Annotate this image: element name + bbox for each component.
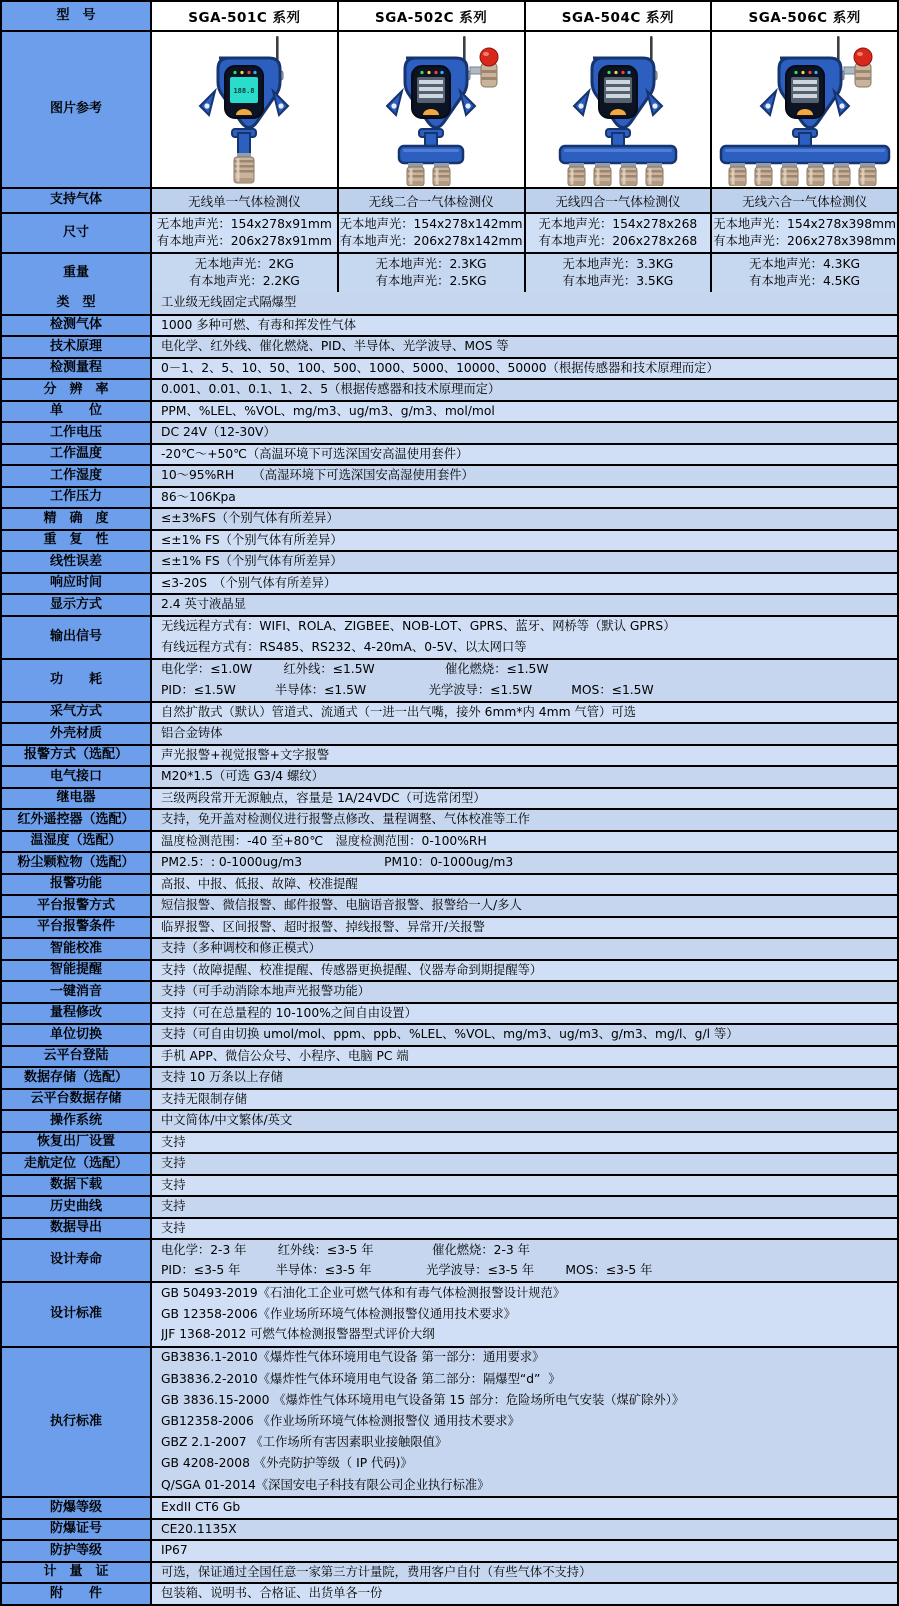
spec-row: [2, 1131, 897, 1153]
size-line: 无本地声光：154x278x398mm: [713, 216, 896, 231]
size-value: [337, 214, 524, 252]
spec-line: 支持: [161, 1177, 186, 1192]
spec-line: 支持（可在总量程的 10-100%之间自由设置）: [161, 1005, 417, 1020]
weight-line: 有本地声光：4.5KG: [749, 273, 861, 288]
spec-row: [2, 1217, 897, 1239]
spec-line: 1000 多种可燃、有毒和挥发性气体: [161, 317, 357, 332]
spec-row: [2, 1152, 897, 1174]
spec-row: [2, 808, 897, 830]
spec-line: ≤±1% FS（个别气体有所差异）: [161, 554, 343, 569]
spec-row-value: [150, 595, 897, 615]
spec-row-label: 智能校准: [2, 939, 150, 959]
product-image-sga-506c: [710, 32, 897, 187]
spec-line: 有线远程方式有：RS485、RS232、4-20mA、0-5V、以太网口等: [161, 639, 527, 654]
spec-row: [2, 1066, 897, 1088]
spec-row-value: [150, 875, 897, 895]
spec-row: [2, 1023, 897, 1045]
spec-row: [2, 873, 897, 895]
spec-line: PID：≤3-5 年 半导体：≤3-5 年 光学波导：≤3-5 年 MOS：≤3-5 年: [161, 1263, 653, 1278]
product-image-sga-501c: [150, 32, 337, 187]
gas-value: 无线六合一气体检测仪: [710, 189, 897, 212]
spec-row-label: 重 复 性: [2, 531, 150, 551]
spec-row: [2, 744, 897, 766]
spec-row-label: 云平台登陆: [2, 1047, 150, 1067]
spec-line: 无线远程方式有：WIFI、ROLA、ZIGBEE、NOB-LOT、GPRS、蓝牙、网桥等（默认 GPRS）: [161, 619, 676, 634]
spec-row-label: 云平台数据存储: [2, 1090, 150, 1110]
spec-row-label: 检测气体: [2, 316, 150, 336]
spec-line: 电化学、红外线、催化燃烧、PID、半导体、光学波导、MOS 等: [161, 339, 509, 354]
spec-row-label: 平台报警条件: [2, 918, 150, 938]
svg-text:188.8: 188.8: [233, 87, 255, 95]
spec-line: 支持（可手动消除本地声光报警功能）: [161, 984, 371, 999]
spec-row: [2, 1174, 897, 1196]
spec-row: [2, 1281, 897, 1346]
spec-line: 支持（故障提醒、校准提醒、传感器更换提醒、仪器寿命到期提醒等）: [161, 962, 543, 977]
spec-row-value: [150, 1498, 897, 1518]
spec-row-label: 工作湿度: [2, 466, 150, 486]
spec-line: 可选，保证通过全国任意一家第三方计量院，费用客户自付（有些气体不支持）: [161, 1564, 592, 1579]
spec-row-value: [150, 1240, 897, 1281]
spec-row-label: 防爆证号: [2, 1520, 150, 1540]
spec-row-value: [150, 509, 897, 529]
size-line: 无本地声光：154x278x268: [538, 216, 698, 231]
spec-row-label: 数据下载: [2, 1176, 150, 1196]
spec-line: 支持无限制存储: [161, 1091, 248, 1106]
row-label-image: 图片参考: [2, 32, 150, 187]
weight-line: 无本地声光：3.3KG: [562, 256, 674, 271]
spec-row-value: [150, 789, 897, 809]
spec-line: 86～106Kpa: [161, 489, 236, 504]
spec-row-value: [150, 1004, 897, 1024]
spec-row-label: 显示方式: [2, 595, 150, 615]
spec-line: GB 12358-2006《作业场所环境气体检测报警仪通用技术要求》: [161, 1306, 516, 1321]
size-line: 无本地声光：154x278x91mm: [156, 216, 332, 231]
weight-row: [2, 252, 897, 292]
spec-row-label: 粉尘颗粒物（选配）: [2, 853, 150, 873]
spec-row-label: 报警方式（选配）: [2, 746, 150, 766]
spec-line: 支持: [161, 1199, 186, 1214]
spec-row-value: [150, 1133, 897, 1153]
spec-row-label: 数据存储（选配）: [2, 1068, 150, 1088]
spec-line: 支持: [161, 1134, 186, 1149]
spec-row-label: 采气方式: [2, 703, 150, 723]
spec-line: 三级两段常开无源触点，容量是 1A/24VDC（可选常闭型）: [161, 790, 486, 805]
spec-row-label: 技术原理: [2, 337, 150, 357]
gas-detector-illustration: [343, 33, 519, 186]
weight-line: 有本地声光：2.2KG: [188, 273, 300, 288]
spec-line: 手机 APP、微信公众号、小程序、电脑 PC 端: [161, 1048, 409, 1063]
spec-row-value: [150, 1541, 897, 1561]
spec-line: Q/SGA 01-2014《深国安电子科技有限公司企业执行标准》: [161, 1477, 490, 1492]
spec-row-value: [150, 1068, 897, 1088]
spec-row-label: 恢复出厂设置: [2, 1133, 150, 1153]
spec-line: 中文简体/中文繁体/英文: [161, 1113, 293, 1128]
spec-line: 0.001、0.01、0.1、1、2、5（根据传感器和技术原理而定）: [161, 382, 501, 397]
spec-row-value: [150, 810, 897, 830]
spec-row-value: [150, 359, 897, 379]
spec-row: [2, 1561, 897, 1583]
spec-line: PID：≤1.5W 半导体：≤1.5W 光学波导：≤1.5W MOS：≤1.5W: [161, 682, 654, 697]
spec-line: PM2.5：: 0-1000ug/m3 PM10：0-1000ug/m3: [161, 855, 514, 870]
spec-line: M20*1.5（可选 G3/4 螺纹）: [161, 769, 324, 784]
spec-row: [2, 357, 897, 379]
spec-row-label: 单位切换: [2, 1025, 150, 1045]
spec-row-label: 数据导出: [2, 1219, 150, 1239]
spec-row-value: [150, 1563, 897, 1583]
spec-row: [2, 421, 897, 443]
spec-row-value: [150, 1348, 897, 1497]
spec-row: [2, 980, 897, 1002]
spec-row: [2, 335, 897, 357]
gas-detector-illustration: [530, 33, 706, 186]
spec-row-label: 报警功能: [2, 875, 150, 895]
spec-row: [2, 1088, 897, 1110]
spec-row: [2, 1346, 897, 1497]
spec-line: 支持，免开盖对检测仪进行报警点修改、量程调整、气体校准等工作: [161, 812, 530, 827]
spec-row-label: 设计标准: [2, 1283, 150, 1346]
spec-row-value: [150, 982, 897, 1002]
spec-row: [2, 378, 897, 400]
size-line: 有本地声光：206x278x398mm: [713, 233, 896, 248]
spec-row-value: [150, 1154, 897, 1174]
model-column-header-sga-501c: SGA-501C 系列: [150, 2, 337, 30]
spec-row-value: [150, 918, 897, 938]
spec-row-label: 功 耗: [2, 660, 150, 701]
spec-row-value: [150, 337, 897, 357]
spec-row: [2, 314, 897, 336]
spec-row-value: [150, 488, 897, 508]
spec-line: 临界报警、区间报警、超时报警、掉线报警、异常开/关报警: [161, 919, 485, 934]
gas-detector-illustration: [717, 33, 893, 186]
size-line: 有本地声光：206x278x268: [538, 233, 698, 248]
spec-row-value: [150, 617, 897, 658]
spec-line: GB3836.1-2010《爆炸性气体环境用电气设备 第一部分：通用要求》: [161, 1350, 545, 1365]
spec-row-label: 线性误差: [2, 552, 150, 572]
size-value: [710, 214, 897, 252]
spec-row: [2, 765, 897, 787]
spec-row-label: 设计寿命: [2, 1240, 150, 1281]
spec-row: [2, 507, 897, 529]
spec-row-label: 防护等级: [2, 1541, 150, 1561]
spec-row-value: [150, 574, 897, 594]
spec-row: [2, 593, 897, 615]
spec-row-label: 执行标准: [2, 1348, 150, 1497]
spec-line: 支持: [161, 1220, 186, 1235]
spec-row: [2, 550, 897, 572]
spec-line: 短信报警、微信报警、邮件报警、电脑语音报警、报警给一人/多人: [161, 898, 522, 913]
spec-row-label: 工作压力: [2, 488, 150, 508]
spec-line: ≤±3%FS（个别气体有所差异）: [161, 511, 339, 526]
spec-line: 电化学：2-3 年 红外线：≤3-5 年 催化燃烧：2-3 年: [161, 1242, 530, 1257]
spec-row: [2, 1496, 897, 1518]
spec-line: 温度检测范围：-40 至+80℃ 湿度检测范围：0-100%RH: [161, 833, 487, 848]
spec-row: [2, 1539, 897, 1561]
spec-row-label: 智能提醒: [2, 961, 150, 981]
spec-row: [2, 830, 897, 852]
spec-row-label: 一键消音: [2, 982, 150, 1002]
spec-line: 支持（多种调校和修正模式）: [161, 941, 321, 956]
spec-row-value: [150, 1219, 897, 1239]
spec-row-value: [150, 832, 897, 852]
spec-row-value: [150, 292, 897, 314]
size-line: 有本地声光：206x278x142mm: [339, 233, 523, 248]
model-header-row: [2, 2, 897, 30]
spec-row: [2, 400, 897, 422]
spec-row-label: 响应时间: [2, 574, 150, 594]
spec-line: 声光报警+视觉报警+文字报警: [161, 747, 330, 762]
size-value: [524, 214, 711, 252]
spec-line: IP67: [161, 1543, 188, 1558]
spec-row-label: 附 件: [2, 1584, 150, 1604]
spec-line: ≤3-20S （个别气体有所差异）: [161, 575, 337, 590]
spec-row-value: [150, 703, 897, 723]
weight-line: 无本地声光：4.3KG: [749, 256, 861, 271]
spec-row-label: 防爆等级: [2, 1498, 150, 1518]
product-image-sga-504c: [524, 32, 711, 187]
spec-row-value: [150, 1197, 897, 1217]
row-label-size: 尺寸: [2, 214, 150, 252]
spec-line: 10～95%RH （高湿环境下可选深国安高湿使用套件）: [161, 468, 474, 483]
spec-row: [2, 1238, 897, 1281]
row-label-model: 型 号: [2, 2, 150, 30]
spec-row-label: 量程修改: [2, 1004, 150, 1024]
spec-line: GB12358-2006 《作业场所环境气体检测报警仪 通用技术要求》: [161, 1414, 520, 1429]
spec-row-value: [150, 853, 897, 873]
spec-row-label: 平台报警方式: [2, 896, 150, 916]
spec-row-value: [150, 1025, 897, 1045]
supported-gas-row: [2, 187, 897, 212]
spec-line: 电化学：≤1.0W 红外线：≤1.5W 催化燃烧：≤1.5W: [161, 662, 549, 677]
spec-row-label: 电气接口: [2, 767, 150, 787]
spec-row-label: 计 量 证: [2, 1563, 150, 1583]
gas-value: 无线单一气体检测仪: [150, 189, 337, 212]
spec-line: 0－1、2、5、10、50、100、500、1000、5000、10000、50000（根据传感器和技术原理而定）: [161, 360, 719, 375]
spec-row: [2, 959, 897, 981]
spec-row: [2, 1518, 897, 1540]
spec-line: JJF 1368-2012 可燃气体检测报警器型式评价大纲: [161, 1327, 435, 1342]
spec-row-value: [150, 445, 897, 465]
spec-row-value: [150, 746, 897, 766]
spec-row-label: 类 型: [2, 292, 150, 314]
spec-line: DC 24V（12-30V）: [161, 425, 276, 440]
spec-row-label: 工作温度: [2, 445, 150, 465]
spec-row-value: [150, 1584, 897, 1604]
spec-line: 支持: [161, 1156, 186, 1171]
spec-row: [2, 615, 897, 658]
weight-line: 无本地声光：2KG: [194, 256, 294, 271]
spec-row: [2, 464, 897, 486]
spec-row: [2, 658, 897, 701]
spec-row: [2, 937, 897, 959]
size-line: 有本地声光：206x278x91mm: [156, 233, 332, 248]
spec-row-value: [150, 552, 897, 572]
spec-row-label: 历史曲线: [2, 1197, 150, 1217]
spec-row-value: [150, 466, 897, 486]
weight-value: [150, 254, 337, 292]
spec-line: ≤±1% FS（个别气体有所差异）: [161, 532, 343, 547]
size-line: 无本地声光：154x278x142mm: [339, 216, 523, 231]
spec-row-label: 红外遥控器（选配）: [2, 810, 150, 830]
spec-row-value: [150, 896, 897, 916]
spec-row-label: 检测量程: [2, 359, 150, 379]
weight-value: [337, 254, 524, 292]
spec-row-label: 操作系统: [2, 1111, 150, 1131]
spec-line: GBZ 2.1-2007 《工作场所有害因素职业接触限值》: [161, 1435, 448, 1450]
spec-line: GB 50493-2019《石油化工企业可燃气体和有毒气体检测报警设计规范》: [161, 1285, 566, 1300]
spec-row-label: 输出信号: [2, 617, 150, 658]
spec-row: [2, 292, 897, 314]
spec-line: 2.4 英寸液晶显: [161, 597, 246, 612]
spec-row: [2, 1002, 897, 1024]
spec-row: [2, 894, 897, 916]
product-image-sga-502c: [337, 32, 524, 187]
spec-row: [2, 787, 897, 809]
spec-row-value: [150, 724, 897, 744]
spec-row: [2, 1195, 897, 1217]
spec-line: GB 4208-2008 《外壳防护等级（ IP 代码)》: [161, 1456, 413, 1471]
spec-line: 工业级无线固定式隔爆型: [161, 295, 297, 310]
spec-row-value: [150, 961, 897, 981]
spec-row-label: 外壳材质: [2, 724, 150, 744]
spec-row: [2, 1045, 897, 1067]
spec-row-value: [150, 1520, 897, 1540]
spec-row-value: [150, 402, 897, 422]
spec-row: [2, 443, 897, 465]
spec-line: 高报、中报、低报、故障、校准提醒: [161, 876, 358, 891]
spec-row-label: 工作电压: [2, 423, 150, 443]
weight-line: 无本地声光：2.3KG: [375, 256, 487, 271]
spec-row: [2, 851, 897, 873]
spec-row-value: [150, 423, 897, 443]
spec-row-label: 单 位: [2, 402, 150, 422]
spec-line: CE20.1135X: [161, 1521, 237, 1536]
spec-row-value: [150, 1111, 897, 1131]
weight-value: [524, 254, 711, 292]
size-row: [2, 212, 897, 252]
spec-row-label: 分 辨 率: [2, 380, 150, 400]
spec-row-value: [150, 1047, 897, 1067]
weight-value: [710, 254, 897, 292]
spec-row: [2, 529, 897, 551]
gas-detector-illustration: [156, 33, 332, 186]
spec-line: 支持（可自由切换 umol/mol、ppm、ppb、%LEL、%VOL、mg/m3、ug/m3、g/m3、mg/l、g/l 等）: [161, 1027, 739, 1042]
spec-row: [2, 1582, 897, 1604]
gas-value: 无线四合一气体检测仪: [524, 189, 711, 212]
image-row: [2, 30, 897, 187]
spec-row-value: [150, 316, 897, 336]
spec-row: [2, 722, 897, 744]
weight-line: 有本地声光：3.5KG: [562, 273, 674, 288]
model-column-header-sga-504c: SGA-504C 系列: [524, 2, 711, 30]
spec-row-label: 走航定位（选配）: [2, 1154, 150, 1174]
size-value: [150, 214, 337, 252]
spec-row-value: [150, 660, 897, 701]
spec-line: PPM、%LEL、%VOL、mg/m3、ug/m3、g/m3、mol/mol: [161, 403, 495, 418]
spec-line: 包装箱、说明书、合格证、出货单各一份: [161, 1586, 383, 1601]
spec-line: 铝合金铸体: [161, 726, 223, 741]
row-label-weight: 重量: [2, 254, 150, 292]
spec-row-value: [150, 380, 897, 400]
spec-row-value: [150, 939, 897, 959]
spec-line: GB3836.2-2010《爆炸性气体环境用电气设备 第二部分：隔爆型“d” 》: [161, 1371, 561, 1386]
spec-row-value: [150, 767, 897, 787]
model-column-header-sga-502c: SGA-502C 系列: [337, 2, 524, 30]
model-column-header-sga-506c: SGA-506C 系列: [710, 2, 897, 30]
spec-line: GB 3836.15-2000 《爆炸性气体环境用电气设备第 15 部分：危险场所电气安装（煤矿除外）》: [161, 1392, 685, 1407]
spec-row-value: [150, 1090, 897, 1110]
spec-line: 自然扩散式（默认）管道式、流通式（一进一出气嘴，接外 6mm*内 4mm 气管）可选: [161, 704, 636, 719]
spec-row: [2, 916, 897, 938]
spec-row-value: [150, 1283, 897, 1346]
row-label-gas: 支持气体: [2, 189, 150, 212]
spec-row-label: 精 确 度: [2, 509, 150, 529]
gas-value: 无线二合一气体检测仪: [337, 189, 524, 212]
spec-rows-container: [2, 292, 897, 1604]
spec-row: [2, 1109, 897, 1131]
spec-line: -20℃～+50℃（高温环境下可选深国安高温使用套件）: [161, 446, 469, 461]
spec-line: ExdII CT6 Gb: [161, 1500, 241, 1515]
spec-row-value: [150, 531, 897, 551]
spec-row: [2, 701, 897, 723]
spec-row: [2, 486, 897, 508]
spec-row: [2, 572, 897, 594]
weight-line: 有本地声光：2.5KG: [375, 273, 487, 288]
spec-line: 支持 10 万条以上存储: [161, 1070, 283, 1085]
spec-row-label: 继电器: [2, 789, 150, 809]
spec-row-label: 温湿度（选配）: [2, 832, 150, 852]
spec-row-value: [150, 1176, 897, 1196]
